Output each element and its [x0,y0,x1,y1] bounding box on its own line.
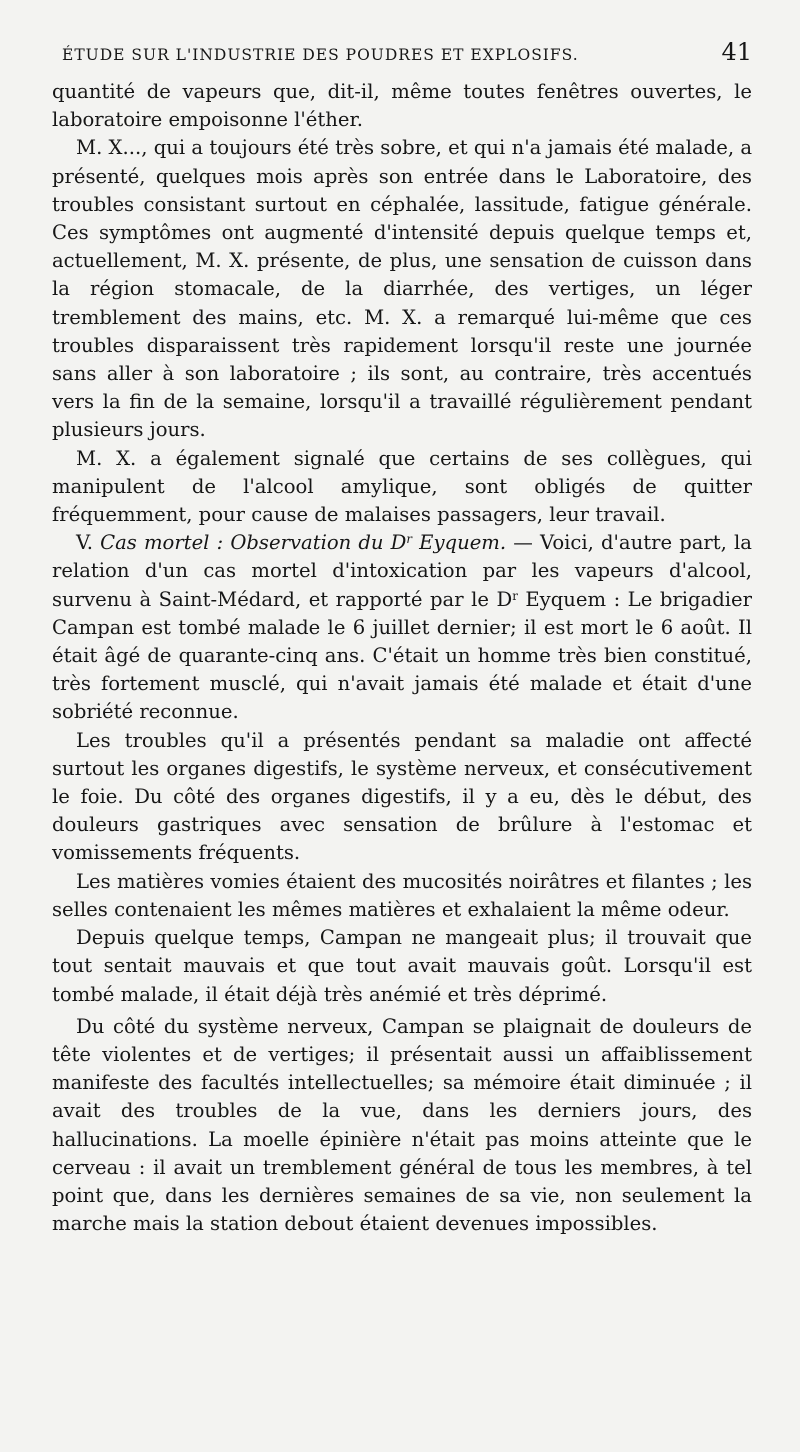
paragraph: Les troubles qu'il a présentés pendant sa maladie ont affecté surtout les organes digestifs, le système nerveux, et consécutivement le foie. Du côté des organes digestifs, il y a eu, dès le début, des douleurs gastriques avec sensation de brûlure à l'estomac et vomissements fréquents. [52,728,752,865]
paragraph-text: — Voici, d'autre part, la relation d'un cas mortel d'intoxication par les vapeurs d'alcool, survenu à Saint-Médard, et rapporté par le D [52,531,752,611]
paragraph-text: Eyquem : Le brigadier Campan est tombé malade le 6 juillet dernier; il est mort le 6 août. Il était âgé de quarante-cinq ans. C'était un homme très bien constitué, très fortement musclé, qui n'avait jamais été malade et était d'une sobriété reconnue. [52,587,752,724]
paragraph: Du côté du système nerveux, Campan se plaignait de douleurs de tête violentes et de vertiges; il présentait aussi un affaiblissement manifeste des facultés intellectuelles; sa mémoire était diminuée ; il avait des troubles de la vue, dans les derniers jours, des hallucinations. La moelle épinière n'était pas moins atteinte que le cerveau : il avait un tremblement général de tous les membres, à tel point que, dans les dernières semaines de sa vie, non seulement la marche mais la station debout étaient devenues impossibles. [52,1014,752,1236]
paragraph: Les matières vomies étaient des mucosités noirâtres et filantes ; les selles contenaient les mêmes matières et exhalaient la même odeur. [52,869,752,921]
section-number: V. [76,531,101,555]
paragraph: M. X. a également signalé que certains de ses collègues, qui manipulent de l'alcool amylique, sont obligés de quitter fréquemment, pour cause de malaises passagers, leur travail. [52,446,752,527]
paragraph: M. X..., qui a toujours été très sobre, et qui n'a jamais été malade, a présenté, quelques mois après son entrée dans le Laboratoire, des troubles consistant surtout en céphalée, lassitude, fatigue générale. Ces symptômes ont augmenté d'intensité depuis quelque temps et, actuellement, M. X. présente, de plus, une sensation de cuisson dans la région stomacale, de la diarrhée, des vertiges, un léger tremblement des mains, etc. M. X. a remarqué lui-même que ces troubles disparaissent très rapidement lorsqu'il reste une journée sans aller à son laboratoire ; ils sont, au contraire, très accentués vers la fin de la semaine, lorsqu'il a travaillé régulièrement pendant plusieurs jours. [52,136,752,442]
section-title: Cas mortel : Observation du $D^r$ Eyquem. [100,531,507,555]
running-head: ÉTUDE SUR L'INDUSTRIE DES POUDRES ET EXPLOSIFS. [62,46,579,64]
body-text [52,78,752,1238]
paragraph: Depuis quelque temps, Campan ne mangeait plus; il trouvait que tout sentait mauvais et que tout avait mauvais goût. Lorsqu'il est tombé malade, il était déjà très anémié et très déprimé. [52,926,752,1006]
superscript: r [512,588,518,603]
page-number: 41 [721,38,752,66]
paragraph: quantité de vapeurs que, dit-il, même toutes fenêtres ouvertes, le laboratoire empoisonne l'éther. [52,80,752,132]
paragraph-case-v [52,529,752,726]
page-header [52,38,752,78]
